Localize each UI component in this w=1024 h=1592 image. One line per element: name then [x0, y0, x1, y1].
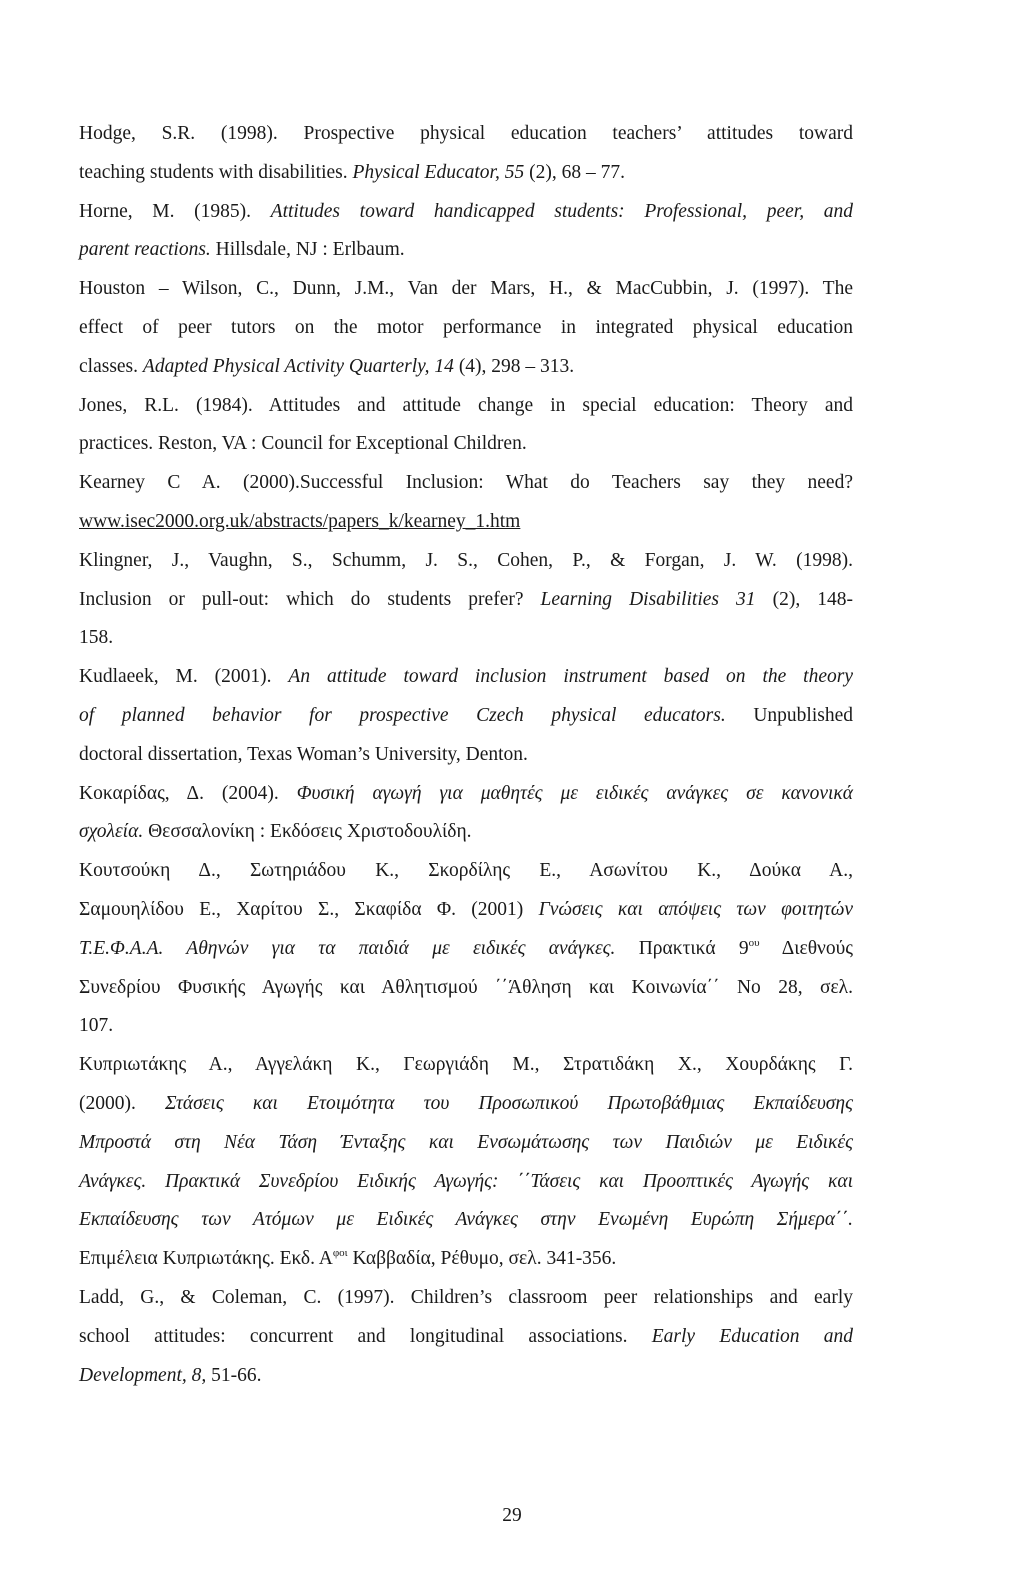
reference-text: Houston – Wilson, C., Dunn, J.M., Van der Mars, H., & MacCubbin, J. (1997). The	[79, 278, 853, 299]
reference-italic-text: Attitudes toward handicapped students: Professional, peer, and	[270, 201, 853, 222]
reference-line	[79, 471, 853, 495]
reference-line	[79, 200, 853, 224]
reference-italic-text: An attitude toward inclusion instrument based on the theory	[288, 666, 854, 687]
reference-text: Inclusion or pull-out: which do students prefer?	[79, 589, 541, 610]
reference-line	[79, 859, 853, 883]
reference-line	[79, 238, 853, 262]
reference-text: Jones, R.L. (1984). Attitudes and attitude change in special education: Theory and	[79, 395, 853, 416]
reference-italic-text: Physical Educator, 55	[352, 162, 525, 183]
reference-line	[79, 1208, 853, 1232]
reference-line	[79, 122, 853, 146]
reference-italic-text: σχολεία.	[79, 821, 144, 842]
reference-italic-text: Ανάγκες. Πρακτικά Συνεδρίου Ειδικής Αγωγής: ΄΄Τάσεις και Προοπτικές Αγωγής και	[79, 1171, 853, 1192]
reference-italic-text: Γνώσεις και απόψεις των φοιτητών	[538, 899, 853, 920]
reference-text: (2), 68 – 77.	[524, 162, 625, 183]
reference-text: effect of peer tutors on the motor performance in integrated physical education	[79, 317, 853, 338]
reference-text: Hillsdale, NJ : Erlbaum.	[210, 239, 405, 260]
reference-text: Επιμέλεια Κυπριωτάκης. Εκδ. Α	[79, 1248, 333, 1269]
reference-text: Σαμουηλίδου Ε., Χαρίτου Σ., Σκαφίδα Φ. (2001)	[79, 899, 539, 920]
reference-line	[79, 704, 853, 728]
reference-line	[79, 665, 853, 689]
reference-italic-text: Στάσεις και Ετοιμότητα του Προσωπικού Πρωτοβάθμιας Εκπαίδευσης	[165, 1093, 853, 1114]
reference-line	[79, 277, 853, 301]
reference-text: (4), 298 – 313.	[453, 356, 575, 377]
reference-italic-text: Development, 8,	[79, 1365, 207, 1386]
reference-line	[79, 1131, 853, 1155]
reference-line	[79, 1170, 853, 1194]
reference-line	[79, 1053, 853, 1077]
reference-text: practices. Reston, VA : Council for Exceptional Children.	[79, 433, 527, 454]
reference-line	[79, 510, 853, 534]
reference-line	[79, 161, 853, 185]
reference-text: Horne, M. (1985).	[79, 201, 271, 222]
reference-line	[79, 1364, 853, 1388]
reference-line	[79, 549, 853, 573]
reference-text: Πρακτικά 9	[615, 938, 749, 959]
reference-italic-text: Εκπαίδευσης των Ατόμων με Ειδικές Ανάγκες στην Ενωμένη Ευρώπη Σήμερα΄΄.	[79, 1209, 853, 1230]
reference-text: Κυπριωτάκης Α., Αγγελάκη Κ., Γεωργιάδη Μ., Στρατιδάκη Χ., Χουρδάκης Γ.	[79, 1054, 853, 1075]
reference-line	[79, 820, 853, 844]
reference-text: (2), 148-	[755, 589, 854, 610]
reference-line	[79, 588, 853, 612]
reference-line	[79, 1247, 853, 1271]
reference-text: school attitudes: concurrent and longitudinal associations.	[79, 1326, 652, 1347]
reference-text: 158.	[79, 627, 114, 648]
reference-italic-text: Learning Disabilities 31	[540, 589, 756, 610]
reference-text: Unpublished	[725, 705, 853, 726]
reference-italic-text: parent reactions.	[79, 239, 211, 260]
reference-line	[79, 626, 853, 650]
reference-line	[79, 1286, 853, 1310]
reference-line	[79, 782, 853, 806]
ordinal-superscript: φοι	[332, 1247, 348, 1259]
reference-text: Hodge, S.R. (1998). Prospective physical education teachers’ attitudes toward	[79, 123, 853, 144]
reference-text: Καββαδία, Ρέθυμο, σελ. 341-356.	[347, 1248, 617, 1269]
reference-text: Kudlaeek, M. (2001).	[79, 666, 289, 687]
reference-text: classes.	[79, 356, 143, 377]
reference-text: Διεθνούς	[759, 938, 854, 959]
ordinal-superscript: ου	[748, 937, 760, 949]
reference-text: 51-66.	[206, 1365, 262, 1386]
reference-italic-text: Φυσική αγωγή για μαθητές με ειδικές ανάγκες σε κανονικά	[296, 783, 853, 804]
reference-text: Κοκαρίδας, Δ. (2004).	[79, 783, 297, 804]
reference-url[interactable]: www.isec2000.org.uk/abstracts/papers_k/kearney_1.htm	[79, 511, 521, 532]
reference-text: teaching students with disabilities.	[79, 162, 353, 183]
reference-italic-text: Early Education and	[651, 1326, 853, 1347]
reference-text: 107.	[79, 1015, 114, 1036]
reference-line	[79, 394, 853, 418]
reference-text: doctoral dissertation, Texas Woman’s University, Denton.	[79, 744, 528, 765]
reference-line	[79, 976, 853, 1000]
reference-line	[79, 1014, 853, 1038]
reference-line	[79, 937, 853, 961]
reference-italic-text: Adapted Physical Activity Quarterly, 14	[142, 356, 454, 377]
reference-line	[79, 316, 853, 340]
reference-line	[79, 355, 853, 379]
reference-text: (2000).	[79, 1093, 165, 1114]
reference-text: Συνεδρίου Φυσικής Αγωγής και Αθλητισμού ΄΄Άθληση και Κοινωνία΄΄ Νο 28, σελ.	[79, 977, 853, 998]
reference-text: Θεσσαλονίκη : Εκδόσεις Χριστοδουλίδη.	[143, 821, 472, 842]
reference-text: Ladd, G., & Coleman, C. (1997). Children’s classroom peer relationships and early	[79, 1287, 853, 1308]
reference-line	[79, 1092, 853, 1116]
reference-italic-text: Τ.Ε.Φ.Α.Α. Αθηνών για τα παιδιά με ειδικές ανάγκες.	[79, 938, 616, 959]
reference-text: Κουτσούκη Δ., Σωτηριάδου Κ., Σκορδίλης Ε., Ασωνίτου Κ., Δούκα Α.,	[79, 860, 853, 881]
page-number: 29	[502, 1505, 522, 1526]
reference-line	[79, 898, 853, 922]
reference-line	[79, 1325, 853, 1349]
reference-line	[79, 432, 853, 456]
reference-text: Klingner, J., Vaughn, S., Schumm, J. S., Cohen, P., & Forgan, J. W. (1998).	[79, 550, 853, 571]
reference-italic-text: Μπροστά στη Νέα Τάση Ένταξης και Ενσωμάτωσης των Παιδιών με Ειδικές	[79, 1132, 853, 1153]
reference-text: Kearney C A. (2000).Successful Inclusion: What do Teachers say they need?	[79, 472, 853, 493]
reference-italic-text: of planned behavior for prospective Czech physical educators.	[79, 705, 726, 726]
reference-line	[79, 743, 853, 767]
